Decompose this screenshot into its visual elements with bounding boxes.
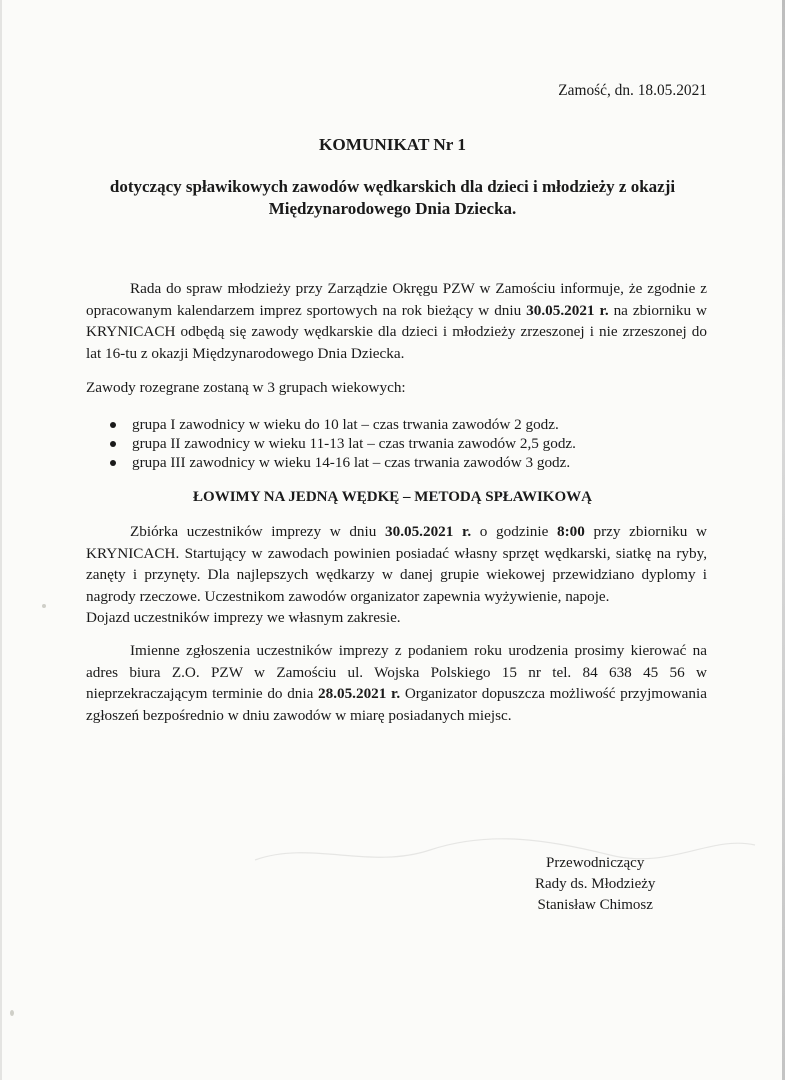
paragraph1-text-1: Rada do spraw młodzieży przy Zarządzie Okręgu PZW w Zamościu informuje, że zgodnie z opracowanym kalendarzem imprez sportowych na rok bieżący w dniu [86,280,707,319]
signature-council: Rady ds. Młodzieży [535,876,656,892]
paragraph3-text-2: o godzinie [471,523,558,540]
bullet-icon [110,422,116,428]
group-2-text: grupa II zawodnicy w wieku 11-13 lat – czas trwania zawodów 2,5 godz. [132,435,576,452]
scan-speck [42,604,46,608]
document-title: KOMUNIKAT Nr 1 [318,135,467,154]
signature-title: Przewodniczący [546,855,645,871]
group-1-text: grupa I zawodnicy w wieku do 10 lat – czas trwania zawodów 2 godz. [132,416,559,433]
paragraph3-date: 30.05.2021 r. [385,523,472,540]
paragraph-announcement [86,278,707,364]
age-groups-list [106,415,706,472]
paragraph-registration [86,640,707,726]
scan-edge-left [0,0,2,1080]
signature-scribble-shadow [250,820,760,880]
group-3-text: grupa III zawodnicy w wieku 14-16 lat – czas trwania zawodów 3 godz. [132,454,571,471]
fishing-method-heading: ŁOWIMY NA JEDNĄ WĘDKĘ – METODĄ SPŁAWIKOWĄ [193,489,592,505]
paragraph3-time: 8:00 [557,523,585,540]
paragraph-meeting [86,521,707,629]
paragraph1-text-2: na zbiorniku w KRYNICACH odbędą się zawody wędkarskie dla dzieci i młodzieży zrzeszonej i nie zrzeszonej do lat 16-tu z okazji Międzynarodowego Dnia Dziecka. [86,301,708,362]
signature-name: Stanisław Chimosz [537,897,653,913]
paragraph1-date: 30.05.2021 r. [526,301,609,319]
document-subtitle [70,176,715,220]
signature-block [535,853,655,916]
paragraph4-text-2: Organizator dopuszcza możliwość przyjmowania zgłoszeń bezpośrednio w dniu zawodów w miarę posiadanych miejsc. [86,685,707,724]
subtitle-line-2: Międzynarodowego Dnia Dziecka. [268,199,517,218]
bullet-icon [110,441,116,447]
paragraph3-text-1: Zbiórka uczestników imprezy w dniu [130,523,385,540]
subtitle-line-1: dotyczący spławikowych zawodów wędkarskich dla dzieci i młodzieży z okazji [109,177,676,196]
scan-speck [10,1010,14,1016]
paragraph-groups-intro: Zawody rozegrane zostaną w 3 grupach wiekowych: [86,379,406,396]
paragraph4-date: 28.05.2021 r. [318,685,401,702]
document-date: Zamość, dn. 18.05.2021 [558,82,707,99]
list-item [106,434,706,453]
paragraph4-text-1: Imienne zgłoszenia uczestników imprezy z podaniem roku urodzenia prosimy kierować na adres biura Z.O. PZW w Zamościu ul. Wojska Polskiego 15 nr tel. 84 638 45 56 w nieprzekraczającym terminie do dnia [86,642,707,702]
paragraph3-last-line: Dojazd uczestników imprezy we własnym zakresie. [86,609,401,626]
list-item [106,415,706,434]
paragraph3-text-3: przy zbiorniku w KRYNICACH. Startujący w zawodach powinien posiadać własny sprzęt wędkarski, siatkę na ryby, zanęty i przynęty. Dla najlepszych wędkarzy w danej grupie wiekowej przewidziano dyplomy i nagrody rzeczowe. Uczestnikom zawodów organizator zapewnia wyżywienie, napoje. [86,523,707,605]
bullet-icon [110,460,116,466]
list-item [106,453,706,472]
